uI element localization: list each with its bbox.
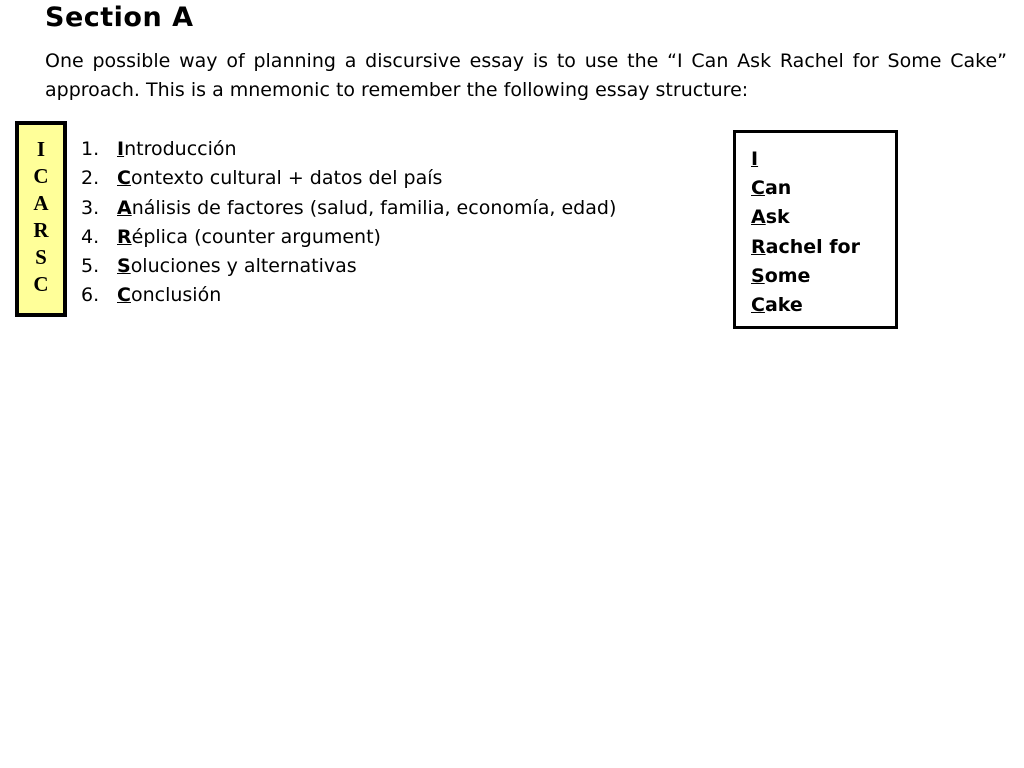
mnemonic-key-letter: C	[751, 294, 765, 317]
list-item	[81, 281, 616, 310]
list-item	[81, 194, 616, 223]
list-item	[81, 135, 616, 164]
list-item-key-letter: C	[117, 167, 131, 190]
mnemonic-word-rest: ake	[764, 294, 803, 317]
acronym-letter-c2: C	[33, 272, 49, 296]
acronym-letter-r: R	[33, 218, 49, 242]
mnemonic-key-letter: I	[751, 148, 759, 170]
acronym-box	[15, 121, 67, 317]
mnemonic-line	[751, 174, 895, 203]
list-item-key-letter: S	[117, 255, 131, 278]
mnemonic-line	[751, 262, 895, 291]
list-item-text: oluciones y alternativas	[130, 255, 357, 278]
list-item-key-letter: C	[117, 284, 131, 307]
essay-structure-list	[81, 135, 616, 311]
mnemonic-line	[751, 233, 895, 262]
list-item-text: éplica (counter argument)	[131, 225, 381, 248]
mnemonic-key-letter: C	[751, 177, 765, 200]
list-item-number: 3.	[81, 196, 100, 219]
list-item-text: ontexto cultural + datos del país	[130, 167, 443, 190]
list-item-key-letter: A	[117, 196, 132, 219]
mnemonic-line	[751, 291, 895, 320]
mnemonic-word-rest: sk	[765, 206, 790, 229]
mnemonic-key-letter: S	[751, 264, 765, 287]
acronym-letter-c: C	[33, 164, 49, 188]
list-item-number: 6.	[81, 284, 100, 307]
list-item-text: nálisis de factores (salud, familia, economía, edad)	[131, 196, 617, 219]
mnemonic-box	[733, 130, 898, 329]
list-item-number: 5.	[81, 255, 100, 278]
mnemonic-line	[751, 203, 895, 232]
acronym-letter-s: S	[35, 245, 47, 269]
list-item	[81, 252, 616, 281]
section-title: Section A	[45, 2, 194, 33]
list-item-key-letter: R	[117, 225, 132, 248]
list-item-number: 2.	[81, 167, 100, 190]
mnemonic-word-rest: ome	[764, 264, 811, 287]
list-item-number: 4.	[81, 225, 100, 248]
mnemonic-key-letter: A	[751, 206, 766, 229]
list-item-text: onclusión	[130, 284, 222, 307]
mnemonic-word-rest: an	[764, 177, 792, 200]
list-item-number: 1.	[81, 138, 100, 160]
mnemonic-key-letter: R	[751, 235, 766, 258]
mnemonic-line	[751, 145, 895, 174]
mnemonic-word-rest: achel for	[765, 235, 860, 258]
list-item-text: ntroducción	[124, 138, 237, 160]
intro-paragraph: One possible way of planning a discursive essay is to use the “I Can Ask Rachel for Some Cake” approach. This is a mnemonic to remember the following essay structure:	[45, 50, 1007, 101]
list-item-key-letter: I	[117, 138, 125, 160]
list-item	[81, 223, 616, 252]
list-item	[81, 164, 616, 193]
acronym-letter-i: I	[36, 137, 46, 161]
acronym-letter-a: A	[33, 191, 49, 215]
